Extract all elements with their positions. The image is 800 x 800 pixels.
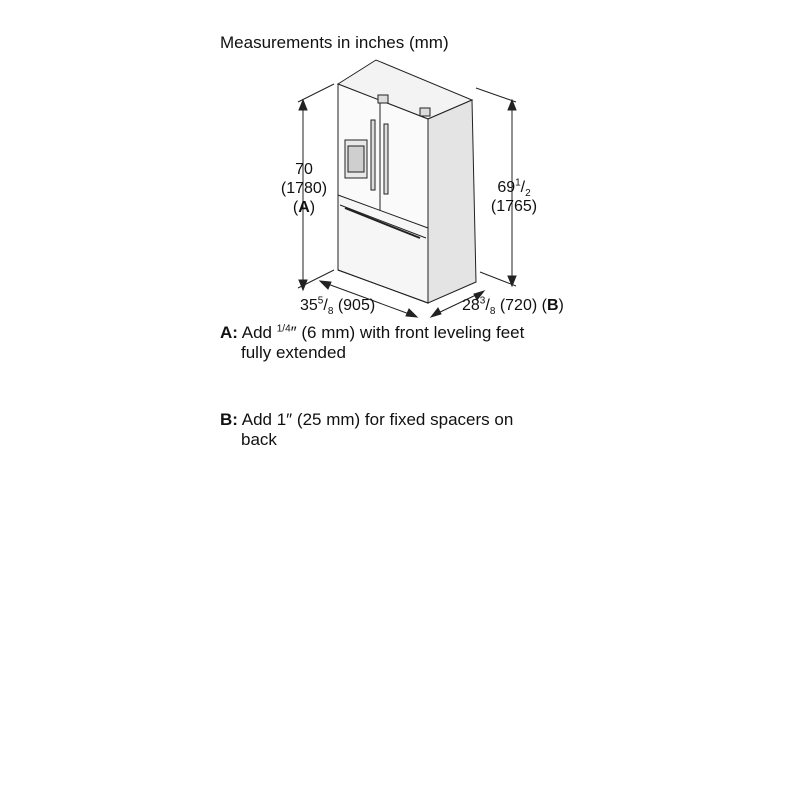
- height-a-inches: 70: [295, 161, 313, 178]
- dimension-height-right: [476, 178, 552, 216]
- left-door-handle: [371, 120, 375, 190]
- page-title: Measurements in inches (mm): [220, 33, 449, 52]
- fridge-side: [428, 100, 476, 303]
- dimension-depth-b: $28^3/_8$ (720) (B): [462, 295, 564, 318]
- note-a-label: A:: [220, 323, 238, 342]
- note-b-line2: back: [241, 430, 277, 449]
- dimension-height-a: [272, 160, 336, 217]
- note-a-line2: fully extended: [241, 343, 346, 362]
- note-b-label: B:: [220, 410, 238, 429]
- note-a: A: Add $^{1/4}$″ (6 mm) with front leveling feet fully extended: [220, 323, 525, 362]
- right-door-handle: [384, 124, 388, 194]
- height-a-mm: (1780): [280, 180, 328, 197]
- height-right-inches: $69^1/_2$: [497, 177, 531, 200]
- height-a-marker: (A): [292, 199, 316, 216]
- height-right-mm: (1765): [490, 198, 538, 215]
- note-b: B: Add 1″ (25 mm) for fixed spacers on back: [220, 410, 514, 449]
- dimension-width: $35^5/_8$ (905): [300, 295, 376, 318]
